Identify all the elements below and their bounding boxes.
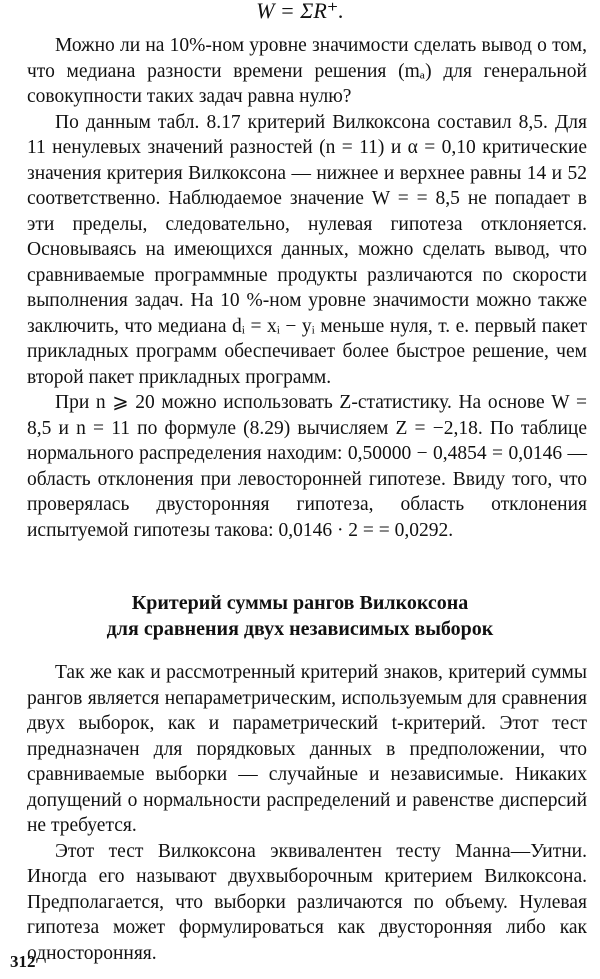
section-heading-line-2: для сравнения двух независимых выборок <box>106 618 494 640</box>
paragraph-mann-whitney: Этот тест Вилкоксона эквивалентен тесту Манна—Уитни. Иногда его называют двухвыборочным критерием Вилкоксона. Предполагается, что выборки различаются по объему. Нулевая гипотеза может формулироваться как двусторонняя либо как односторонняя. <box>27 840 587 964</box>
body-text-top <box>27 33 587 543</box>
paragraph-question: Можно ли на 10%-ном уровне значимости сделать вывод о том, что медиана разности времени решения (mₐ) для генеральной совокупности таких задач равна нулю? <box>27 35 587 107</box>
paragraph-z-statistic: При n ⩾ 20 можно использовать Z-статистику. На основе W = 8,5 и n = 11 по формуле (8.29) вычисляем Z = −2,18. По таблице нормального распределения находим: 0,50000 − 0,4854 = 0,0146 — область отклонения при левосторонней гипотезе. Ввиду того, что проверялась двусторонняя гипотеза, область отклонения испытуемой гипотезы такова: 0,0146 · 2 = = 0,0292. <box>27 392 587 541</box>
paragraph-rank-sum-intro: Так же как и рассмотренный критерий знаков, критерий суммы рангов является непараметрическим, используемым для сравнения двух выборок, как и параметрический t-критерий. Этот тест предназначен для порядковых данных в предположении, что сравниваемые выборки — случайные и независимые. Никаких допущений о нормальности распределений и равенстве дисперсий не требуется. <box>27 662 587 836</box>
section-heading <box>0 590 600 642</box>
section-heading-line-1: Критерий суммы рангов Вилкоксона <box>131 592 469 614</box>
page-number: 312 <box>10 952 36 971</box>
body-text-bottom <box>27 660 587 966</box>
paragraph-wilcoxon-result: По данным табл. 8.17 критерий Вилкоксона составил 8,5. Для 11 ненулевых значений разностей (n = 11) и α = 0,10 критические значения критерия Вилкоксона — нижнее и верхнее равны 14 и 52 соответственно. Наблюдаемое значение W = = 8,5 не попадает в эти пределы, следовательно, нулевая гипотеза отклоняется. Основываясь на имеющихся данных, можно сделать вывод, что сравниваемые программные продукты различаются по скорости выполнения задач. На 10 %-ном уровне значимости можно также заключить, что медиана dᵢ = xᵢ − yᵢ меньше нуля, т. е. первый пакет прикладных программ обеспечивает более быстрое решение, чем второй пакет прикладных программ. <box>27 111 587 388</box>
formula-line: W = ΣR⁺. <box>256 0 344 23</box>
